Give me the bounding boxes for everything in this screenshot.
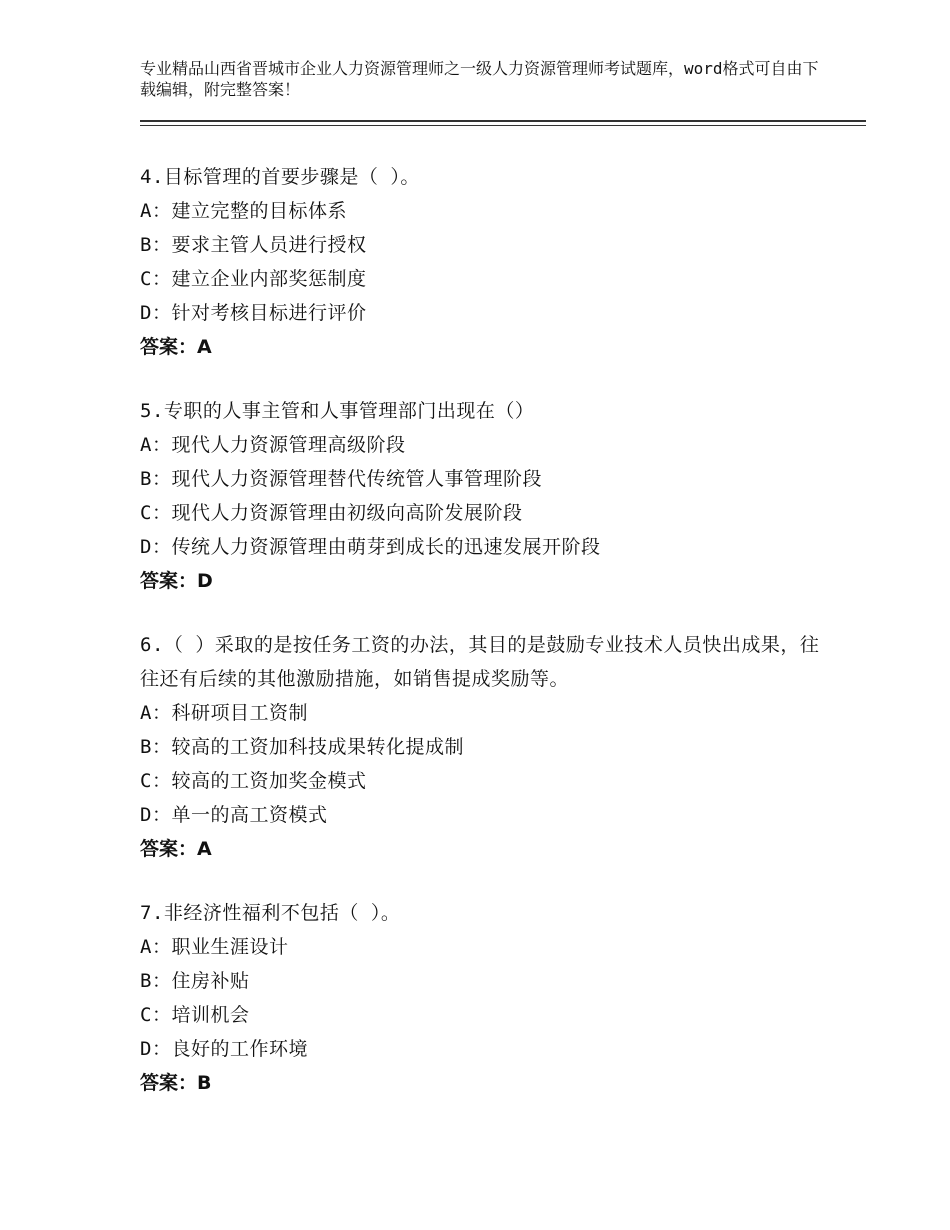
option-b: B：较高的工资加科技成果转化提成制 (140, 736, 464, 758)
question-stem: 4.目标管理的首要步骤是（ ）。 (140, 166, 420, 188)
question-6 (140, 628, 830, 866)
option-c: C：现代人力资源管理由初级向高阶发展阶段 (140, 502, 523, 524)
option-a: A：科研项目工资制 (140, 702, 308, 724)
question-stem: 6.（ ）采取的是按任务工资的办法，其目的是鼓励专业技术人员快出成果，往往还有后续的其他激励措施，如销售提成奖励等。 (140, 634, 820, 690)
option-d: D：良好的工作环境 (140, 1038, 308, 1060)
header-rule-thick (140, 120, 866, 122)
option-d: D：单一的高工资模式 (140, 804, 328, 826)
option-c: C：建立企业内部奖惩制度 (140, 268, 367, 290)
option-c: C：培训机会 (140, 1004, 250, 1026)
answer: 答案：B (140, 1072, 212, 1094)
option-d: D：传统人力资源管理由萌芽到成长的迅速发展开阶段 (140, 536, 601, 558)
option-a: A：现代人力资源管理高级阶段 (140, 434, 406, 456)
question-list (140, 160, 830, 1130)
option-b: B：住房补贴 (140, 970, 250, 992)
option-a: A：职业生涯设计 (140, 936, 289, 958)
answer: 答案：D (140, 570, 213, 592)
option-a: A：建立完整的目标体系 (140, 200, 347, 222)
answer: 答案：A (140, 336, 212, 358)
header-rule-thin (140, 125, 866, 126)
question-7 (140, 896, 830, 1100)
document-header: 专业精品山西省晋城市企业人力资源管理师之一级人力资源管理师考试题库，word格式可自由下载编辑，附完整答案！ (140, 59, 819, 99)
question-stem: 5.专职的人事主管和人事管理部门出现在（） (140, 400, 535, 422)
question-5 (140, 394, 830, 598)
option-b: B：要求主管人员进行授权 (140, 234, 367, 256)
question-4 (140, 160, 830, 364)
option-b: B：现代人力资源管理替代传统管人事管理阶段 (140, 468, 542, 490)
option-d: D：针对考核目标进行评价 (140, 302, 367, 324)
answer: 答案：A (140, 838, 212, 860)
option-c: C：较高的工资加奖金模式 (140, 770, 367, 792)
question-stem: 7.非经济性福利不包括（ ）。 (140, 902, 401, 924)
